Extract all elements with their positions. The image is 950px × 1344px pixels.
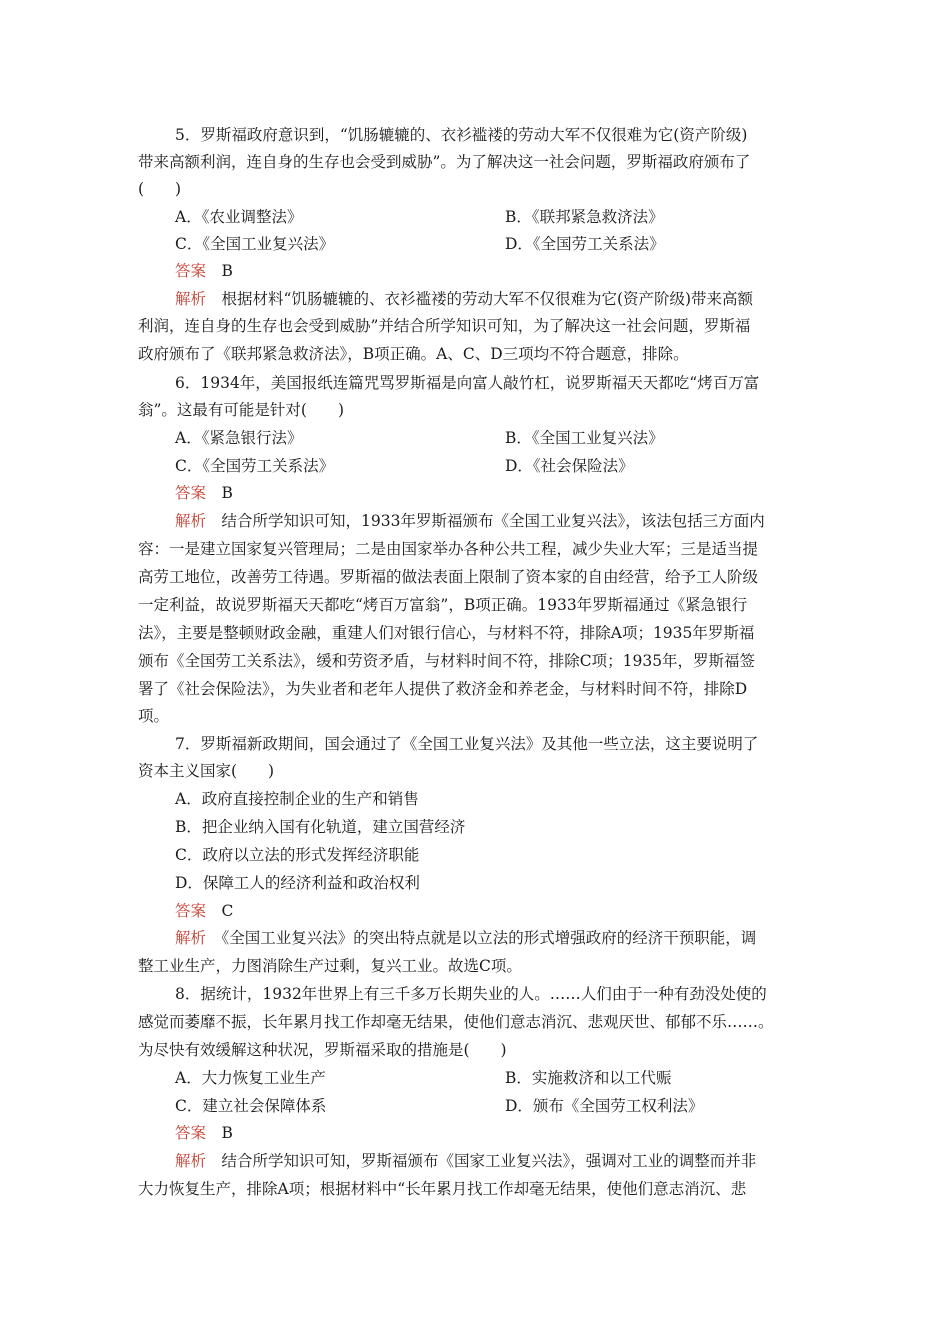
q5-option-d: D．《全国劳工关系法》 (505, 235, 665, 253)
answer-value: B (221, 484, 233, 502)
q7-option-c: C．政府以立法的形式发挥经济职能 (175, 846, 420, 864)
q8-option-c: C．建立社会保障体系 (175, 1097, 327, 1115)
q8-analysis-line-2: 大力恢复生产，排除A项；根据材料中“长年累月找工作却毫无结果，使他们意志消沉、悲 (138, 1180, 747, 1198)
q8-answer (175, 1122, 233, 1144)
analysis-label: 解析 (175, 290, 207, 308)
q6-analysis-line-2: 容：一是建立国家复兴管理局；二是由国家举办各种公共工程，减少失业大军；三是适当提 (138, 540, 759, 558)
analysis-label: 解析 (175, 512, 207, 530)
analysis-text: 根据材料“饥肠辘辘的、衣衫褴褛的劳动大军不仅很难为它(资产阶级)带来高额 (221, 290, 754, 308)
q8-stem-line-3: 为尽快有效缓解这种状况，罗斯福采取的措施是( ) (138, 1041, 507, 1059)
q5-stem-line-2: 带来高额利润，连自身的生存也会受到威胁”。为了解决这一社会问题，罗斯福政府颁布了 (138, 153, 751, 171)
q5-option-c: C．《全国工业复兴法》 (175, 235, 335, 253)
answer-value: C (221, 902, 234, 920)
analysis-label: 解析 (175, 929, 207, 947)
q6-option-d: D．《社会保险法》 (505, 457, 634, 475)
q6-analysis-line-3: 高劳工地位，改善劳工待遇。罗斯福的做法表面上限制了资本家的自由经营，给予工人阶级 (138, 568, 759, 586)
q6-option-c: C．《全国劳工关系法》 (175, 457, 335, 475)
answer-label: 答案 (175, 484, 207, 502)
q6-analysis-line-1 (175, 510, 765, 532)
q5-answer (175, 260, 233, 282)
q5-analysis-line-1 (175, 288, 753, 310)
q6-analysis-line-4: 一定利益，故说罗斯福天天都吃“烤百万富翁”，B项正确。1933年罗斯福通过《紧急银行 (138, 596, 748, 614)
q8-option-b: B．实施救济和以工代赈 (505, 1069, 672, 1087)
analysis-text: 结合所学知识可知，1933年罗斯福颁布《全国工业复兴法》，该法包括三方面内 (221, 512, 765, 530)
q6-analysis-line-5: 法》，主要是整顿财政金融，重建人们对银行信心，与材料不符，排除A项；1935年罗斯福 (138, 624, 755, 642)
answer-value: B (221, 262, 233, 280)
q5-analysis-line-2: 利润，连自身的生存也会受到威胁”并结合所学知识可知，为了解决这一社会问题，罗斯福 (138, 317, 751, 335)
q6-stem-line-2: 翁”。这最有可能是针对( ) (138, 401, 345, 419)
q5-stem-line-3: ( ) (138, 180, 182, 198)
q8-option-a: A．大力恢复工业生产 (175, 1069, 326, 1087)
analysis-text: 结合所学知识可知，罗斯福颁布《国家工业复兴法》，强调对工业的调整而并非 (221, 1152, 757, 1170)
q5-option-a: A．《农业调整法》 (175, 208, 303, 226)
q7-stem-line-1: 7．罗斯福新政期间，国会通过了《全国工业复兴法》及其他一些立法，这主要说明了 (175, 735, 759, 753)
q7-stem-line-2: 资本主义国家( ) (138, 762, 275, 780)
q7-option-b: B．把企业纳入国有化轨道，建立国营经济 (175, 818, 466, 836)
q7-analysis-line-1 (175, 927, 756, 949)
q6-option-b: B．《全国工业复兴法》 (505, 429, 664, 447)
q6-analysis-line-7: 署了《社会保险法》，为失业者和老年人提供了救济金和养老金，与材料时间不符，排除D (138, 680, 748, 698)
q7-answer (175, 900, 233, 922)
q5-stem-line-1: 5．罗斯福政府意识到，“饥肠辘辘的、衣衫褴褛的劳动大军不仅很难为它(资产阶级) (175, 126, 748, 144)
analysis-text: 《全国工业复兴法》的突出特点就是以立法的形式增强政府的经济干预职能，调 (221, 929, 757, 947)
answer-label: 答案 (175, 1124, 207, 1142)
q5-analysis-line-3: 政府颁布了《联邦紧急救济法》，B项正确。A、C、D三项均不符合题意，排除。 (138, 345, 689, 363)
q7-analysis-line-2: 整工业生产，力图消除生产过剩，复兴工业。故选C项。 (138, 957, 522, 975)
q6-answer (175, 482, 233, 504)
q6-analysis-line-6: 颁布《全国劳工关系法》，缓和劳资矛盾，与材料时间不符，排除C项；1935年，罗斯福签 (138, 652, 756, 670)
q5-option-b: B．《联邦紧急救济法》 (505, 208, 664, 226)
q6-analysis-line-8: 项。 (138, 707, 170, 725)
answer-label: 答案 (175, 902, 207, 920)
answer-label: 答案 (175, 262, 207, 280)
q6-option-a: A．《紧急银行法》 (175, 429, 303, 447)
q8-analysis-line-1 (175, 1150, 756, 1172)
q6-stem-line-1: 6．1934年，美国报纸连篇咒骂罗斯福是向富人敲竹杠，说罗斯福天天都吃“烤百万富 (175, 374, 760, 392)
analysis-label: 解析 (175, 1152, 207, 1170)
q8-stem-line-2: 感觉而萎靡不振，长年累月找工作却毫无结果，使他们意志消沉、悲观厌世、郁郁不乐……。 (138, 1013, 774, 1031)
answer-value: B (221, 1124, 233, 1142)
q8-option-d: D．颁布《全国劳工权利法》 (505, 1097, 704, 1115)
q7-option-a: A．政府直接控制企业的生产和销售 (175, 790, 419, 808)
q8-stem-line-1: 8．据统计，1932年世界上有三千多万长期失业的人。……人们由于一种有劲没处使的 (175, 985, 767, 1003)
q7-option-d: D．保障工人的经济利益和政治权利 (175, 874, 420, 892)
